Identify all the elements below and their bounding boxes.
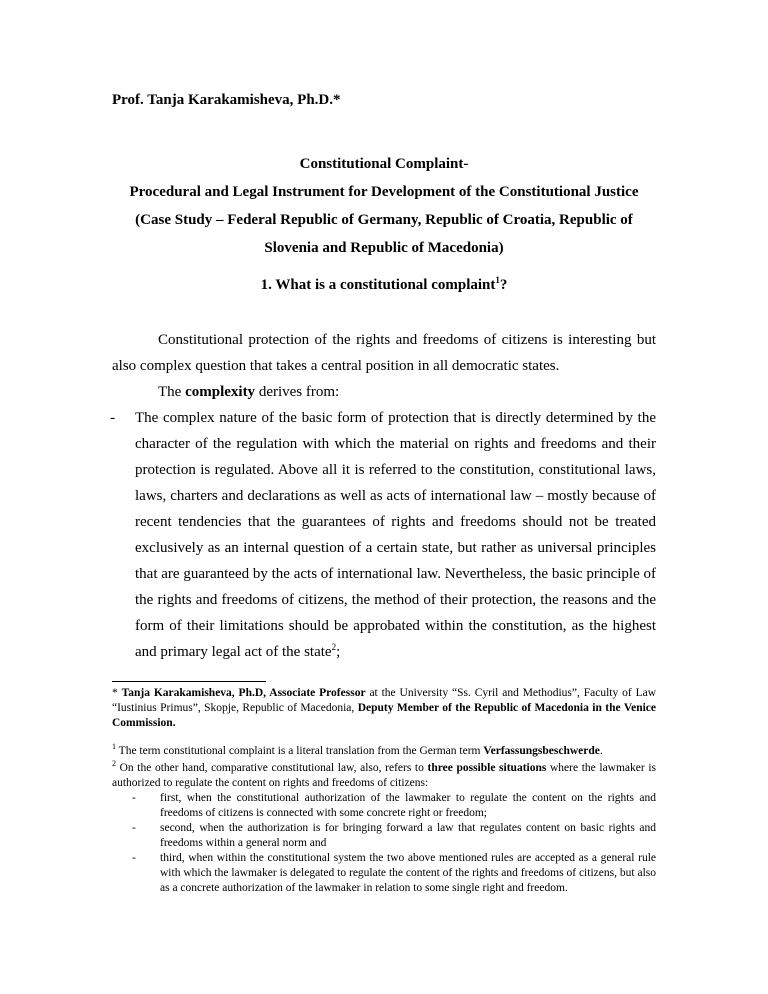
footnote-2-intro: [112, 761, 656, 791]
bullet-1-end: ;: [336, 644, 341, 660]
paper-title: [100, 150, 668, 262]
section-heading-text: 1. What is a constitutional complaint: [260, 277, 496, 293]
footnote-2-number: 2: [112, 759, 116, 769]
title-line-1: Constitutional Complaint-: [299, 156, 469, 172]
paragraph-1: Constitutional protection of the rights and freedoms of citizens is interesting but also complex question that takes a central position in all democratic states.: [112, 332, 656, 374]
footnote-1: [112, 744, 656, 759]
footnote-2-item: [112, 791, 656, 821]
footnote-2-item: [112, 851, 656, 896]
footnote-star: *: [112, 687, 122, 699]
footnote-ref-1: 1: [495, 275, 500, 285]
footnote-1-term: Verfassungsbeschwerde: [483, 745, 600, 757]
footnote-2-list: [112, 791, 656, 896]
section-heading: [100, 277, 668, 294]
title-line-3: (Case Study – Federal Republic of Germany, Republic of Croatia, Republic of: [135, 212, 633, 228]
author-line: Prof. Tanja Karakamisheva, Ph.D.*: [112, 92, 341, 108]
footnote-2-text-2: where the lawmaker is authorized to regulate the content on rights and freedoms of citizens:: [112, 762, 656, 789]
footnote-2-text: On the other hand, comparative constitutional law, also, refers to: [116, 762, 428, 774]
bullet-item-1: [112, 405, 656, 665]
footnote-1-end: .: [599, 745, 603, 757]
item-dash: -: [132, 852, 136, 864]
paragraph-2-post: derives from:: [255, 384, 340, 400]
complexity-term: complexity: [185, 384, 256, 400]
footnote-1-text: The term constitutional complaint is a literal translation from the German term: [116, 745, 484, 757]
footnote-author-role: Deputy Member of the Republic of Macedonia in the Venice Commission.: [112, 702, 656, 729]
footnote-1-number: 1: [112, 742, 116, 752]
footnote-2: [112, 761, 656, 896]
bullet-dash: -: [110, 410, 115, 426]
title-line-4: Slovenia and Republic of Macedonia): [264, 240, 504, 256]
footnote-2-term: three possible situations: [427, 762, 547, 774]
body-text: [112, 327, 656, 665]
title-line-2: Procedural and Legal Instrument for Development of the Constitutional Justice: [129, 184, 639, 200]
footnote-author: [112, 686, 656, 731]
footnote-separator: [112, 681, 266, 682]
footnote-author-text: at the University “Ss. Cyril and Methodius”, Faculty of Law “Iustinius Primus”, Skopje, Republic of Macedonia,: [112, 687, 657, 714]
footnote-2-item: [112, 821, 656, 851]
footnote-ref-2: 2: [331, 642, 337, 652]
item-dash: -: [132, 792, 136, 804]
footnote-2-item-text: second, when the authorization is for bringing forward a law that regulates content on basic rights and freedoms within a general norm and: [160, 822, 656, 849]
paragraph-2: [112, 379, 656, 405]
paragraph-2-pre: The: [158, 384, 186, 400]
footnote-2-item-text: third, when within the constitutional system the two above mentioned rules are accepted as a general rule with which the lawmaker is delegated to regulate the content of the rights and freedoms of citizens, but also as a concrete authorization of the lawmaker in relation to some single right and freedom.: [160, 852, 656, 894]
item-dash: -: [132, 822, 136, 834]
footnote-2-item-text: first, when the constitutional authorization of the lawmaker to regulate the content on the rights and freedoms of citizens is connected with some concrete right or freedom;: [160, 792, 656, 819]
bullet-1-text: The complex nature of the basic form of protection that is directly determined by the character of the regulation with which the material on rights and freedoms and their protection is regulated. Above all it is referred to the constitution, constitutional laws, laws, charters and declarations as well as acts of international law – mostly because of recent tendencies that the guarantees of rights and freedoms should not be treated exclusively as an internal question of a certain state, but rather as universal principles that are guaranteed by the acts of international law. Nevertheless, the basic principle of the rights and freedoms of citizens, the method of their protection, the reasons and the form of their limitations should be approbated within the constitution, as the highest and primary legal act of the state: [135, 410, 656, 660]
section-heading-suffix: ?: [499, 277, 508, 293]
footnote-author-name: Tanja Karakamisheva, Ph.D, Associate Professor: [121, 687, 366, 699]
